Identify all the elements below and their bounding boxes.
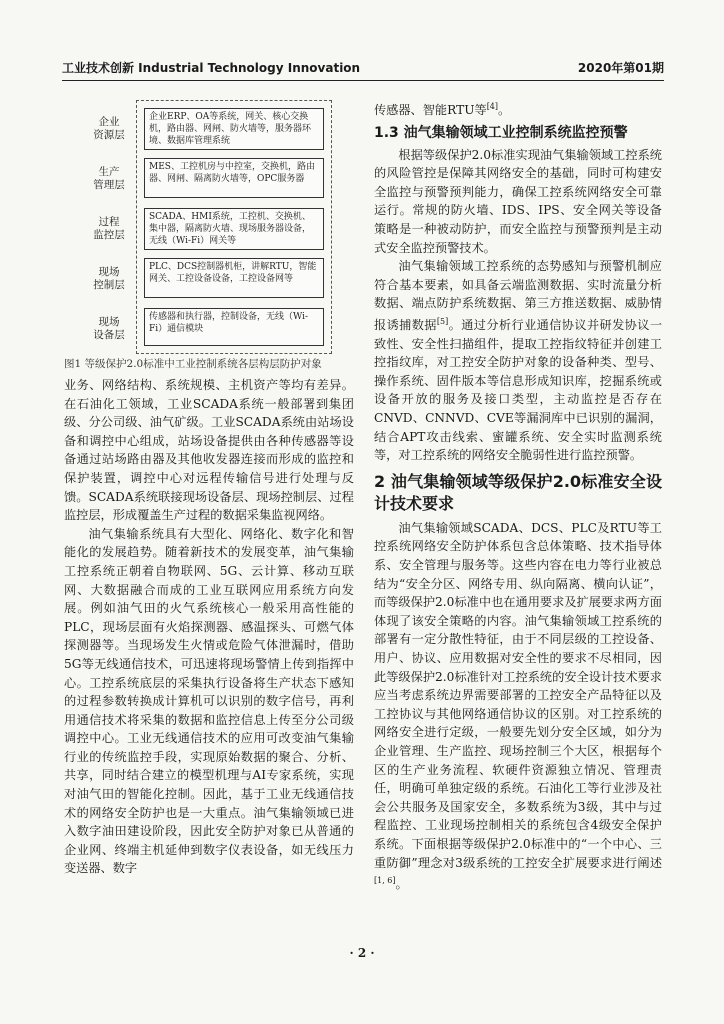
- paragraph: 根据等级保护2.0标准实现油气集输领域工控系统的风险管控是保障其网络安全的基础，同时可构建安全监控与预警预判能力，确保工控系统网络安全可靠运行。常规的防火墙、IDS、IPS、安全网关等设备策略是一种被动防护，而安全监控与预警预判是主动式安全监控预警技术。: [374, 147, 662, 255]
- citation: [1, 6]: [374, 876, 396, 886]
- citation: [4]: [486, 102, 499, 111]
- paragraph: 油气集输系统具有大型化、网络化、数字化和智能化的发展趋势。随着新技术的发展变革，油气集输工控系统正朝着自物联网、5G、云计算、移动互联网、大数据融合而成的工业互联网应用系统方向发展。例如油气田的火气系统核心一般采用高性能的PLC，现场层面有火焰探测器、感温探头、可燃气体探测器等。当现场发生火情或危险气体泄漏时，借助5G等无线通信技术，可迅速将现场警情上传到指挥中心。工控系统底层的采集执行设备将生产状态下感知的过程参数转换成计算机可以识别的数字信号，再利用通信技术将采集的数据和监控信息上传至分公司级调控中心。工业无线通信技术的应用可改变油气集输行业的传统监控手段，实现原始数据的聚合、分析、共享，同时结合建立的模型机理与AI专家系统，实现对油气田的智能化控制。因此，基于工业无线通信技术的网络安全防护也是一大重点。油气集输领域已进入数字油田建设阶段，因此安全防护对象已从普通的企业网、终端主机延伸到数字仪表设备，如无线压力变送器、数字: [64, 526, 354, 876]
- paragraph: 油气集输领域工控系统的态势感知与预警机制应符合基本要素，如具备云端监测数据、实时流量分析数据、端点防护系统数据、第三方推送数据、威胁情报诱捕数据[5]。通过分析行业通信协议并研发协议一致性、安全性扫描组件，提取工控指纹特征并创建工控指纹库，对工控安全防护对象的设备种类、型号、操作系统、固件版本等信息形成知识库，挖掘系统或设备开放的服务及接口类型，主动监控是否存在CNVD、CNNVD、CVE等漏洞库中已识别的漏洞，结合APT攻击线索、蜜罐系统、安全实时监测系统等，对工控系统的网络安全脆弱性进行监控预警。: [374, 259, 663, 463]
- layer-label: 过程 监控层: [93, 216, 125, 241]
- layer-label: 现场 设备层: [93, 316, 125, 341]
- citation: [5]: [436, 317, 449, 326]
- layer-box: MES、工控机房与中控室，交换机，路由器、网闸、隔离防火墙等，OPC服务器: [144, 158, 324, 198]
- layer-box: PLC、DCS控制器机柜，讲解RTU，智能网关、工控设备设备，工控设备网等: [144, 258, 324, 298]
- paragraph: 传感器、智能RTU等[4]。: [374, 102, 511, 118]
- page-number: · 2 ·: [349, 946, 375, 960]
- right-column: [374, 98, 662, 894]
- layer-box: SCADA、HMI系统，工控机、交换机、集中器，隔离防火墙、现场服务器设备，无线（Wi-Fi）网关等: [144, 208, 324, 250]
- layer-label: 生产 管理层: [93, 166, 125, 191]
- running-header: [62, 58, 664, 81]
- paragraph: 油气集输领域SCADA、DCS、PLC及RTU等工控系统网络安全防护体系包含总体策略、技术指导体系、安全管理与服务等。这些内容在电力等行业被总结为“安全分区、网络专用、纵向隔离、横向认证”，而等级保护2.0标准中也在通用要求及扩展要求两方面体现了该安全策略的内容。油气集输领域工控系统的部署有一定分散性特征，由于不同层级的工控设备、用户、协议、应用数据对安全性的要求不尽相同，因此等级保护2.0标准针对工控系统的安全设计技术要求应当考虑系统边界需要部署的工控安全产品特征以及工控协议与其他网络通信协议的区别。对工控系统的网络安全进行定级，一般要先划分安全区域，如分为企业管理、生产监控、现场控制三个大区，根据每个区的生产业务流程、软硬件资源独立情况、管理责任，明确可单独定级的系统。石油化工等行业涉及社会公共服务及国家安全，多数系统为3级，其中与过程监控、工业现场控制相关的系统包含4级安全保护系统。下面根据等级保护2.0标准中的“一个中心、三重防御”理念对3级系统的工控安全扩展要求进行阐述[1, 6]。: [374, 520, 662, 892]
- section-heading-2: 2 油气集输领域等级保护2.0标准安全设计技术要求: [374, 471, 662, 513]
- layer-box: 传感器和执行器，控制设备，无线（Wi-Fi）通信模块: [144, 308, 324, 346]
- issue-number: 2020年第01期: [577, 61, 664, 75]
- layer-label: 现场 控制层: [93, 266, 125, 291]
- left-column: [64, 376, 354, 878]
- section-heading-1-3: 1.3 油气集输领域工业控制系统监控预警: [374, 124, 628, 141]
- figure-1: [80, 100, 342, 354]
- journal-name: 工业技术创新 Industrial Technology Innovation: [62, 61, 361, 75]
- layer-box: 企业ERP、OA等系统，网关、核心交换机，路由器、网闸、防火墙等，服务器环境、数据库管理系统: [144, 108, 324, 150]
- paragraph: 业务、网络结构、系统规模、主机资产等均有差异。在石油化工领域，工业SCADA系统一般部署到集团级、分公司级、油气矿级。工业SCADA系统由站场设备和调控中心组成，站场设备提供由各种传感器等设备通过站场路由器及其他收发器连接而形成的监控和保护装置，调控中心对远程传输信号进行处理与反馈。SCADA系统联接现场设备层、现场控制层、过程监控层，形成覆盖生产过程的数据采集监视网络。: [64, 378, 354, 523]
- figure-caption: 图1 等级保护2.0标准中工业控制系统各层构层防护对象: [64, 358, 322, 370]
- layer-label: 企业 资源层: [93, 116, 125, 141]
